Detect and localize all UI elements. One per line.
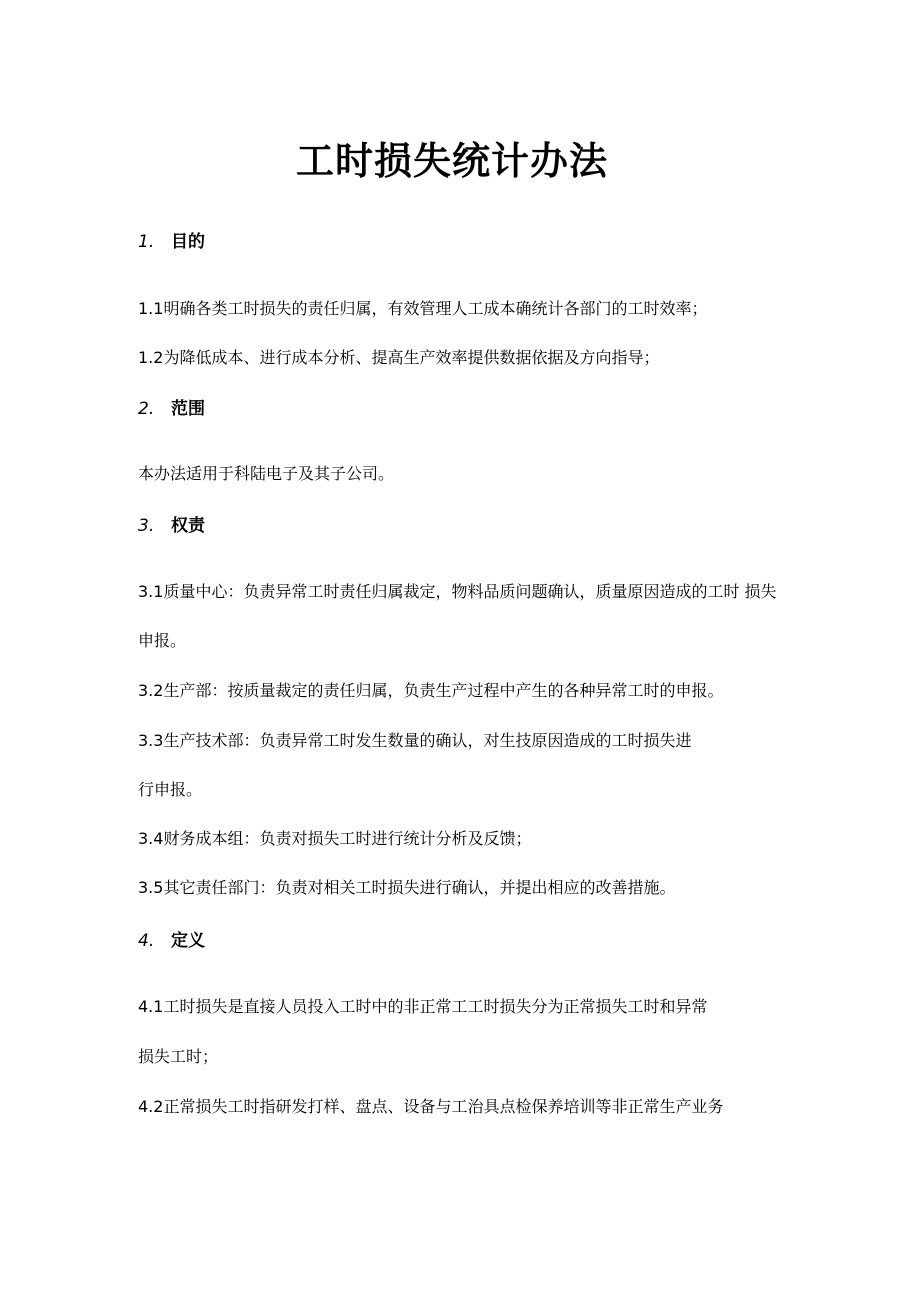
paragraph-line: 3.2生产部：按质量裁定的责任归属，负责生产过程中产生的各种异常工时的申报。 — [138, 681, 724, 700]
paragraph-line: 1.2为降低成本、进行成本分析、提高生产效率提供数据依据及方向指导； — [138, 348, 660, 367]
paragraph-line: 损失工时； — [138, 1047, 219, 1066]
paragraph-line: 本办法适用于科陆电子及其子公司。 — [138, 464, 395, 483]
paragraph-line: 4.2正常损失工时指研发打样、盘点、设备与工治具点检保养培训等非正常生产业务 — [138, 1097, 724, 1116]
paragraph-line: 3.4财务成本组：负责对损失工时进行统计分析及反馈； — [138, 829, 532, 848]
paragraph-line: 申报。 — [138, 631, 187, 650]
paragraph-line: 3.3生产技术部：负责异常工时发生数量的确认，对生技原因造成的工时损失进 — [138, 731, 692, 750]
paragraph-line: 3.1质量中心：负责异常工时责任归属裁定，物料品质问题确认，质量原因造成的工时 损失 — [138, 582, 777, 601]
paragraph-line: 1.1明确各类工时损失的责任归属，有效管理人工成本确统计各部门的工时效率； — [138, 299, 708, 318]
section-heading-scope — [138, 397, 205, 421]
section-number: 4. — [138, 931, 155, 951]
section-number: 1. — [138, 232, 155, 252]
section-heading-definitions — [138, 929, 205, 953]
section-number: 2. — [138, 399, 155, 419]
section-title: 目的 — [171, 232, 205, 252]
section-heading-responsibilities — [138, 514, 205, 538]
paragraph-line: 行申报。 — [138, 780, 203, 799]
section-title: 范围 — [171, 399, 205, 419]
section-title: 定义 — [171, 931, 205, 951]
section-number: 3. — [138, 516, 155, 536]
paragraph-line: 3.5其它责任部门：负责对相关工时损失进行确认，并提出相应的改善措施。 — [138, 878, 676, 897]
paragraph-line: 4.1工时损失是直接人员投入工时中的非正常工工时损失分为正常损失工时和异常 — [138, 997, 708, 1016]
section-heading-purpose — [138, 230, 205, 254]
section-title: 权责 — [171, 516, 205, 536]
document-title: 工时损失统计办法 — [295, 139, 608, 183]
